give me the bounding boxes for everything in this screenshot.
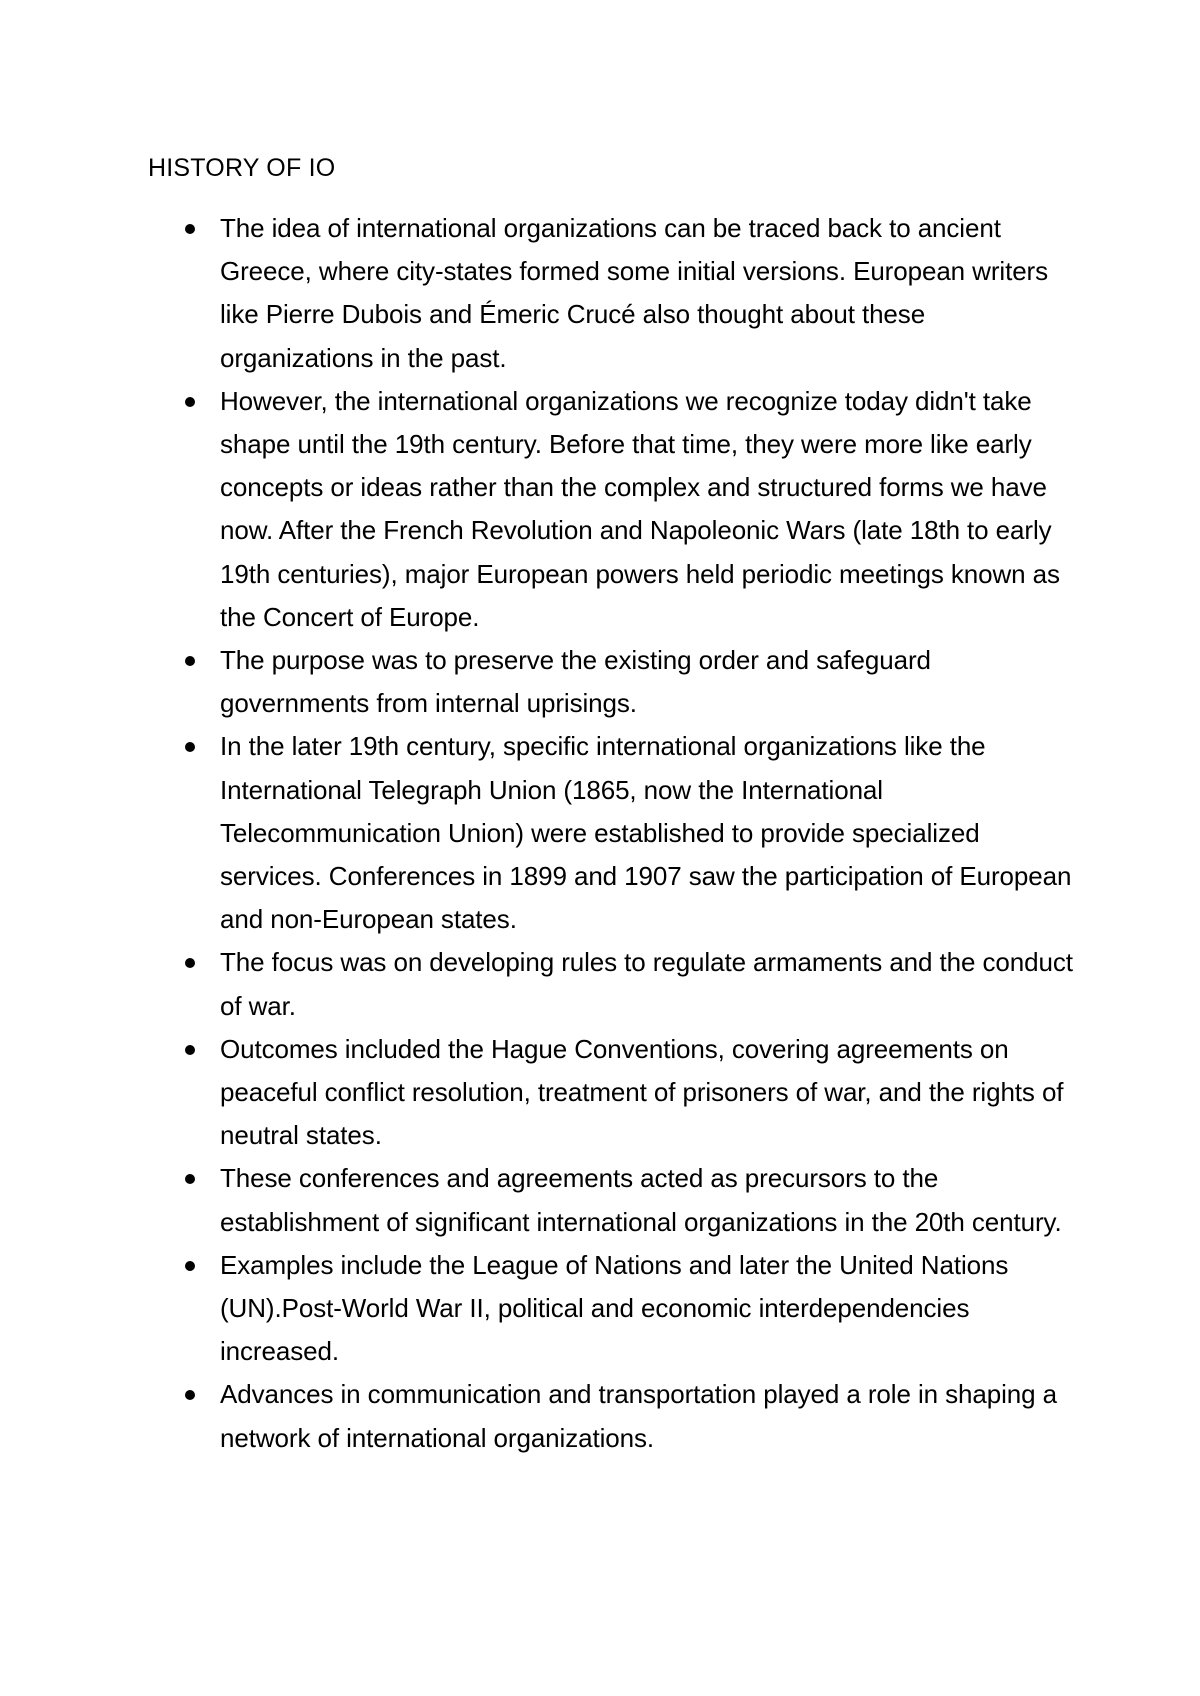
document-title: HISTORY OF IO bbox=[148, 154, 336, 182]
list-item-text: These conferences and agreements acted as precursors to the establishment of significant international organizations in the 20th century. bbox=[220, 1163, 1062, 1237]
list-item bbox=[175, 941, 1075, 1027]
list-item bbox=[175, 1028, 1075, 1158]
list-item-text: Outcomes included the Hague Conventions, covering agreements on peaceful conflict resolution, treatment of prisoners of war, and the rights of neutral states. bbox=[220, 1033, 1064, 1151]
bullet-icon bbox=[185, 1261, 195, 1271]
bullet-list bbox=[175, 207, 1075, 1460]
list-item-text: In the later 19th century, specific international organizations like the International Telegraph Union (1865, now the International Telecommunication Union) were established to provide specialized services. Conferences in 1899 and 1907 saw the participation of European and non-European states. bbox=[220, 731, 1072, 935]
list-item-text: The purpose was to preserve the existing order and safeguard governments from internal uprisings. bbox=[220, 645, 931, 719]
list-item bbox=[175, 1157, 1075, 1243]
bullet-icon bbox=[185, 742, 195, 752]
bullet-icon bbox=[185, 958, 195, 968]
bullet-icon bbox=[185, 1390, 195, 1400]
bullet-icon bbox=[185, 1174, 195, 1184]
list-item-text: Advances in communication and transportation played a role in shaping a network of international organizations. bbox=[220, 1379, 1057, 1453]
bullet-icon bbox=[185, 1045, 195, 1055]
list-item-text: However, the international organizations we recognize today didn't take shape until the 19th century. Before that time, they were more like early concepts or ideas rather than the complex and structured forms we have now. After the French Revolution and Napoleonic Wars (late 18th to early 19th centuries), major European powers held periodic meetings known as the Concert of Europe. bbox=[220, 385, 1060, 632]
list-item bbox=[175, 725, 1075, 941]
bullet-icon bbox=[185, 656, 195, 666]
list-item bbox=[175, 1373, 1075, 1459]
list-item bbox=[175, 1244, 1075, 1374]
list-item-text: The focus was on developing rules to regulate armaments and the conduct of war. bbox=[220, 947, 1073, 1021]
bullet-icon bbox=[185, 224, 195, 234]
list-item-text: Examples include the League of Nations and later the United Nations (UN).Post-World War II, political and economic interdependencies increased. bbox=[220, 1249, 1009, 1367]
bullet-icon bbox=[185, 397, 195, 407]
list-item bbox=[175, 207, 1075, 380]
list-item-text: The idea of international organizations can be traced back to ancient Greece, where city-states formed some initial versions. European writers like Pierre Dubois and Émeric Crucé also thought about these organizations in the past. bbox=[220, 213, 1049, 373]
list-item bbox=[175, 380, 1075, 639]
list-item bbox=[175, 639, 1075, 725]
